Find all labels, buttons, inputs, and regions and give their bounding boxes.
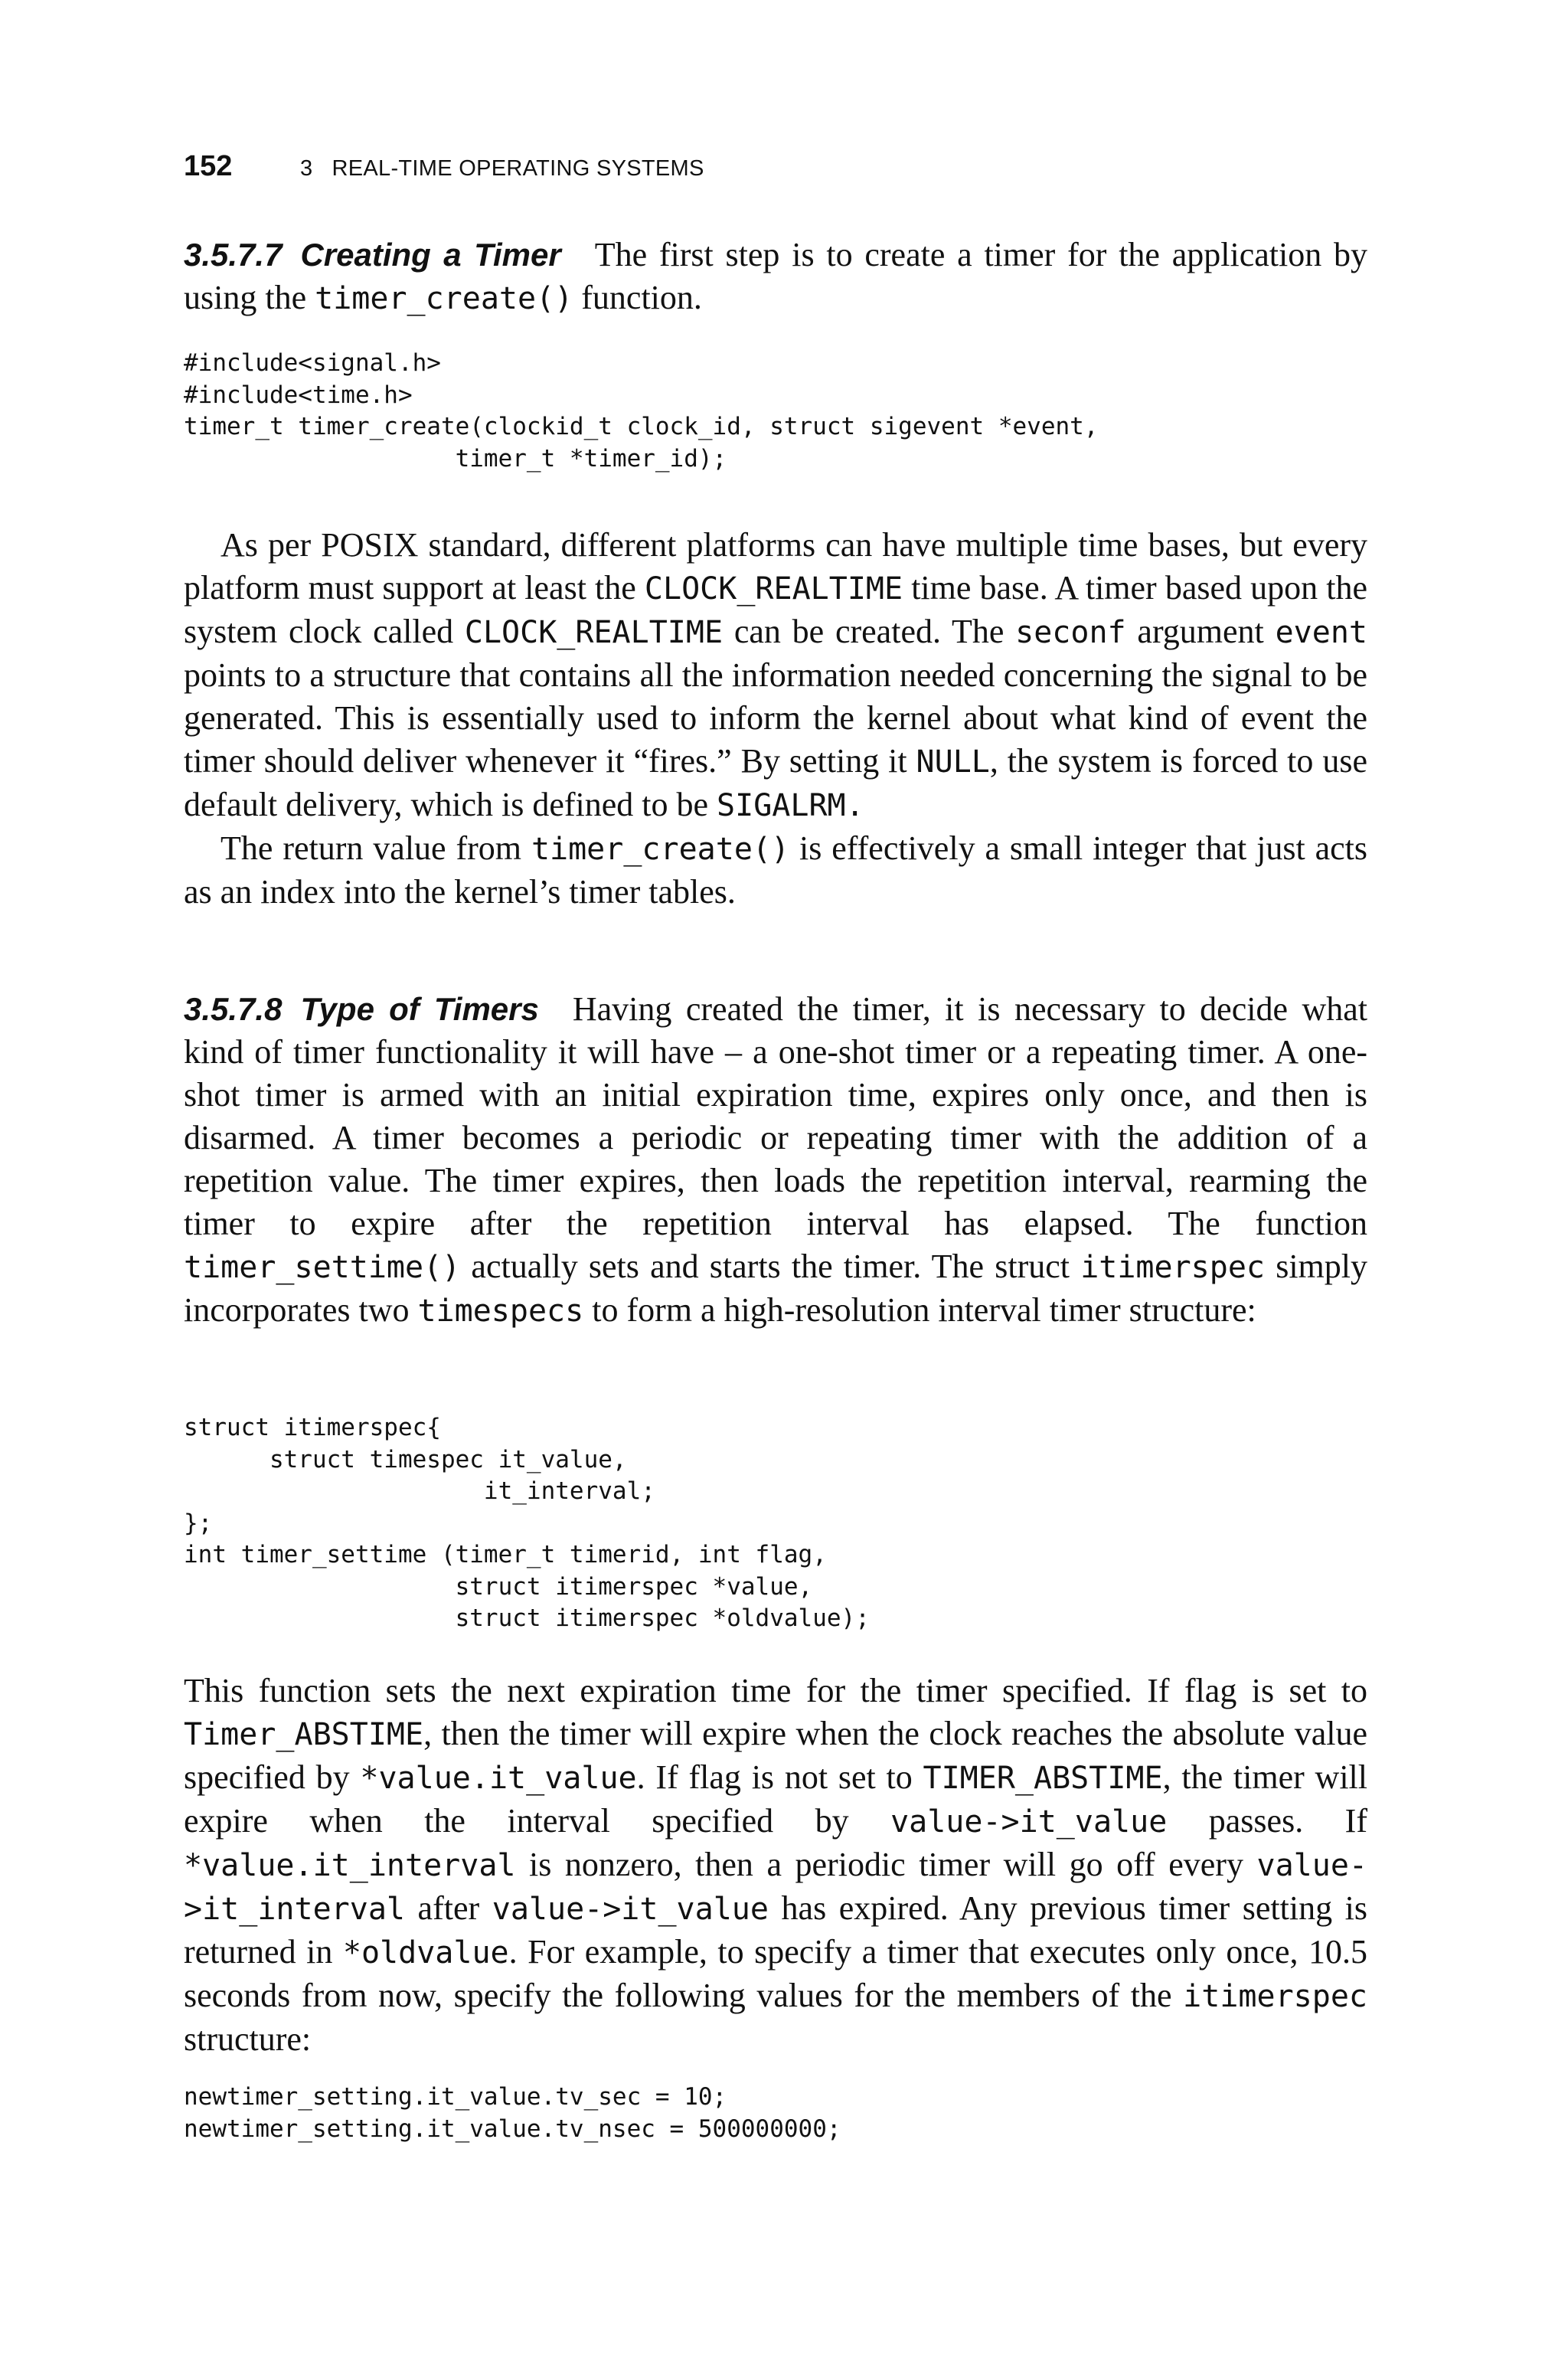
body-text: The return value from [220, 829, 531, 867]
running-title: 3 REAL-TIME OPERATING SYSTEMS [300, 156, 704, 181]
code-listing: #include<signal.h> #include<time.h> timer_t timer_create(clockid_t clock_id, struct sigevent *event, timer_t *timer_id); [184, 349, 1099, 473]
inline-code: NULL [916, 744, 990, 780]
paragraph-posix [184, 524, 1367, 827]
inline-code: timespecs [417, 1294, 584, 1329]
body-text: , the timer will expire when the interval specified by [184, 1758, 1368, 1840]
body-text: time base. A timer based upon the system clock called [184, 569, 1367, 650]
section-3577-intro [184, 234, 1367, 320]
body-text: has expired. Any previous timer setting is returned in [184, 1889, 1367, 1971]
inline-code: *value.it_value [360, 1761, 637, 1796]
page-number: 152 [184, 150, 233, 182]
inline-code: itimerspec [1080, 1250, 1266, 1285]
inline-code: timer_create() [315, 281, 573, 316]
body-text: argument [1125, 613, 1276, 650]
body-text: function. [573, 279, 702, 316]
code-block-timer-create [184, 348, 1367, 475]
body-text: after [404, 1889, 492, 1927]
body-text: simply incorporates two [184, 1248, 1368, 1329]
inline-code: SIGALRM. [717, 788, 864, 823]
section-3578-paragraph [184, 988, 1367, 1333]
body-text: can be created. The [723, 613, 1016, 650]
inline-code: timer_create() [531, 832, 790, 867]
code-block-itimerspec [184, 1412, 1367, 1635]
inline-code: Timer_ABSTIME [184, 1717, 424, 1752]
inline-code: CLOCK_REALTIME [644, 571, 903, 607]
section-3578-intro [184, 988, 1367, 1333]
body-text: is effectively a small integer that just acts as an index into the kernel’s timer tables. [184, 829, 1368, 911]
inline-code: value->it_interval [184, 1848, 1367, 1927]
body-text: is nonzero, then a periodic timer will go off every [515, 1846, 1257, 1883]
body-text: actually sets and starts the timer. The struct [460, 1248, 1081, 1285]
body-text: passes. If [1167, 1802, 1367, 1840]
body-text: , then the timer will expire when the clock reaches the absolute value specified by [184, 1715, 1367, 1796]
body-text: structure: [184, 2020, 312, 2058]
code-listing: newtimer_setting.it_value.tv_sec = 10; newtimer_setting.it_value.tv_nsec = 500000000; [184, 2083, 841, 2143]
body-text: . If flag is not set to [636, 1758, 923, 1796]
paragraph-settime [184, 1670, 1367, 2061]
section-title: Type of Timers [300, 991, 539, 1027]
inline-code: value->it_value [492, 1892, 769, 1927]
inline-code: timer_settime() [184, 1250, 461, 1285]
section-title: Creating a Timer [300, 237, 561, 273]
running-header [184, 150, 704, 183]
code-listing: struct itimerspec{ struct timespec it_value, it_interval; }; int timer_settime (timer_t timerid, int flag, struct itimerspec *value, struct itimerspec *oldvalue); [184, 1414, 870, 1632]
body-text: points to a structure that contains all the information needed concerning the signal to be generated. This is essentially used to inform the kernel about what kind of event the timer should deliver whenever it “fires.” By setting it [184, 656, 1367, 780]
inline-code: *oldvalue [342, 1935, 509, 1971]
body-text: . For example, to specify a timer that executes only once, 10.5 seconds from now, specify the following values for the members of the [184, 1933, 1367, 2014]
body-text: to form a high-resolution interval timer structure: [583, 1291, 1256, 1329]
inline-code: *value.it_interval [184, 1848, 516, 1883]
section-number: 3.5.7.8 [184, 991, 283, 1027]
paragraph-return-value [184, 827, 1367, 914]
section-3578-body [184, 1670, 1367, 2061]
code-block-newtimer [184, 2082, 1367, 2145]
section-number: 3.5.7.7 [184, 237, 283, 273]
body-text: This function sets the next expiration time for the timer specified. If flag is set to [184, 1672, 1367, 1709]
inline-code: itimerspec [1183, 1979, 1367, 2014]
body-text: The first step is to create a timer for the application by using the [184, 236, 1368, 316]
inline-code: event [1275, 615, 1367, 650]
section-3577-body [184, 524, 1367, 914]
body-text: Having created the timer, it is necessary to decide what kind of timer functionality it will have – a one-shot timer or a repeating timer. A one-shot timer is armed with an initial expiration time, expires only once, and then is disarmed. A timer becomes a periodic or repeating timer with the addition of a repetition value. The timer expires, then loads the repetition interval, rearming the timer to expire after the repetition interval has elapsed. The function [184, 990, 1368, 1242]
inline-code: seconf [1015, 615, 1126, 650]
inline-code: value->it_value [890, 1804, 1168, 1840]
section-3577-paragraph [184, 234, 1367, 320]
inline-code: CLOCK_REALTIME [464, 615, 724, 650]
inline-code: TIMER_ABSTIME [923, 1761, 1163, 1796]
body-text: , the system is forced to use default delivery, which is defined to be [184, 742, 1367, 823]
body-text: As per POSIX standard, different platforms can have multiple time bases, but every platform must support at least the [184, 526, 1367, 607]
